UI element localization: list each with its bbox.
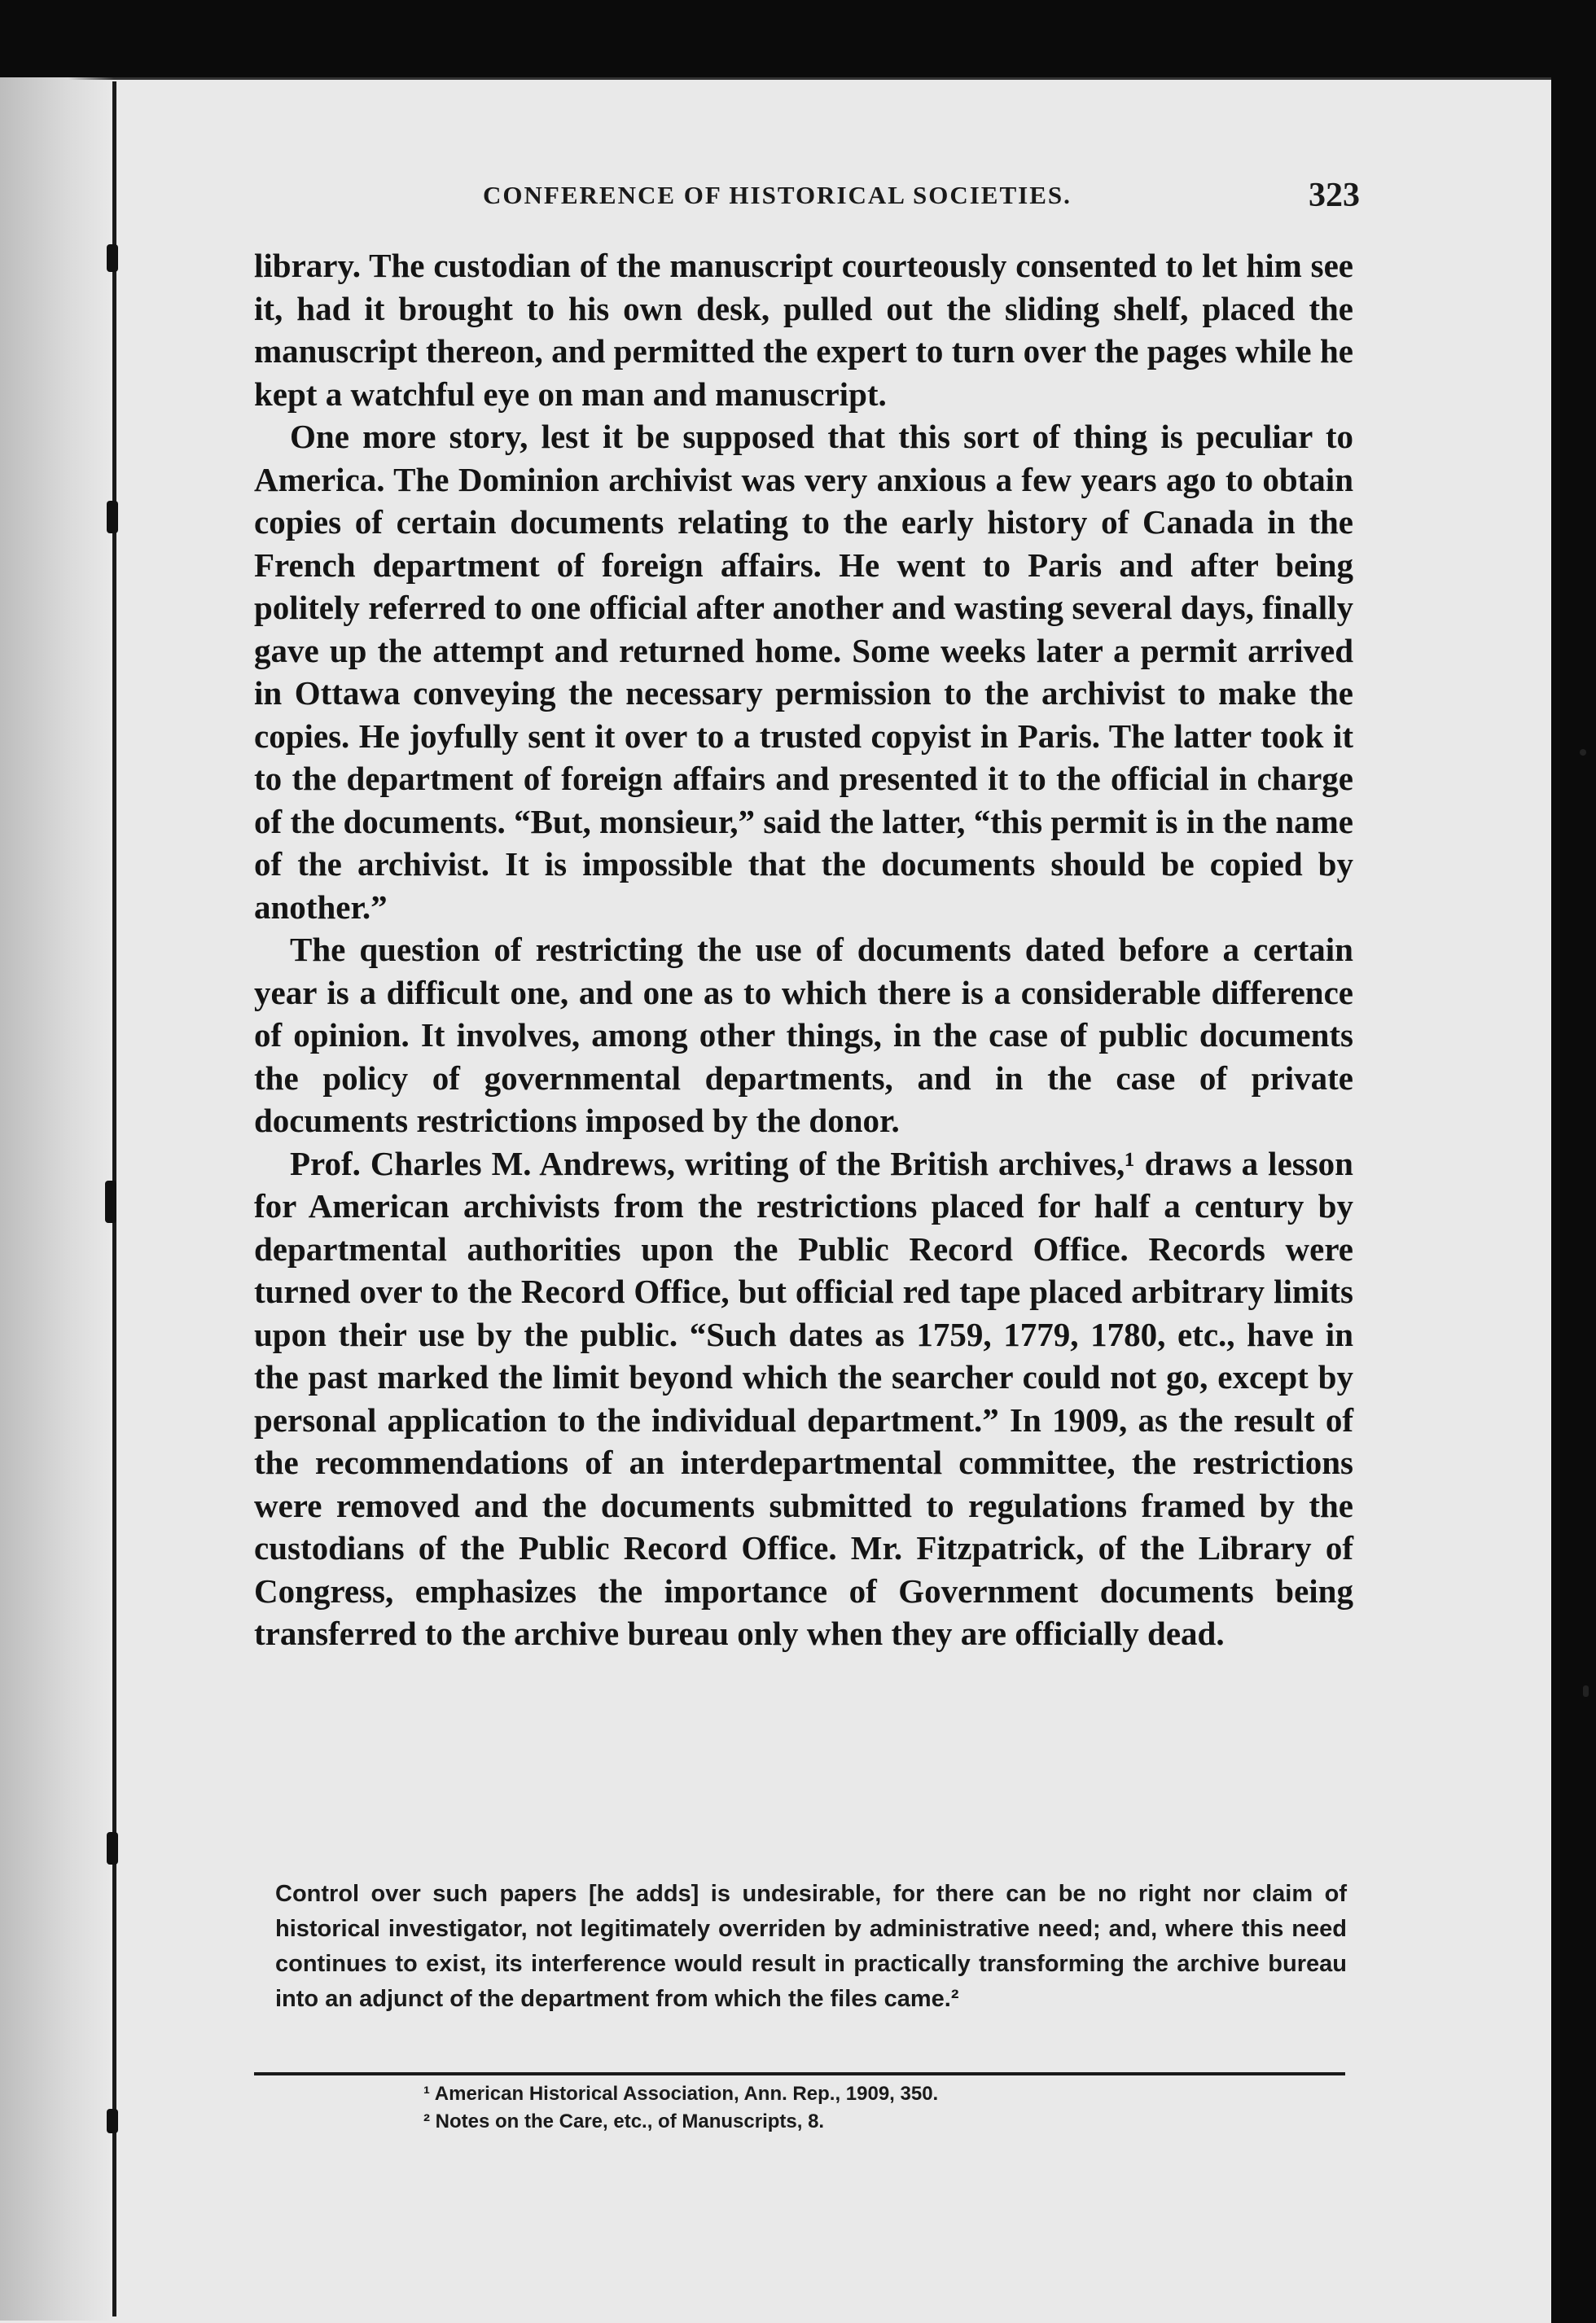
footnote: ¹ American Historical Association, Ann. Rep., 1909, 350. xyxy=(423,2083,939,2105)
gutter-mark xyxy=(107,244,118,272)
paragraph: One more story, lest it be supposed that this sort of thing is peculiar to America. The Dominion archivist was very anxious a few years ago to obtain copies of certain documents relating to the early history of Canada in the French department of foreign affairs. He went to Paris and after being politely referred to one official after another and wasting several days, finally gave up the attempt and returned home. Some weeks later a permit arrived in Ottawa conveying the necessary permission to the archivist to make the copies. He joyfully sent it over to a trusted copyist in Paris. The latter took it to the department of foreign affairs and presented it to the official in charge of the documents. “But, monsieur,” said the latter, “this permit is in the name of the archivist. It is impossible that the documents should be copied by another.” xyxy=(254,418,1353,926)
edge-speck xyxy=(1580,749,1586,756)
running-head: CONFERENCE OF HISTORICAL SOCIETIES. xyxy=(483,181,1072,209)
footnote-rule xyxy=(254,2072,1345,2075)
gutter-mark xyxy=(107,501,118,533)
paragraph: The question of restricting the use of documents dated before a certain year is a difficult one, and one as to which there is a considerable difference of opinion. It involves, among other things, in the case of public documents the policy of governmental departments, and in the case of private documents restrictions imposed by the donor. xyxy=(254,931,1353,1139)
gutter-mark xyxy=(107,2109,118,2133)
block-quote-text: Control over such papers [he adds] is undesirable, for there can be no right nor claim of historical investigator, not legitimately overriden by administrative need; and, where this need continues to exist, its interference would result in practically transforming the archive bureau into an adjunct of the department from which the files came.² xyxy=(275,1881,1347,2012)
page-number: 323 xyxy=(1309,177,1360,214)
footnote: ² Notes on the Care, etc., of Manuscripts, 8. xyxy=(423,2110,825,2132)
footnotes xyxy=(423,2080,1238,2136)
binding-shadow xyxy=(0,77,114,2321)
edge-speck xyxy=(1583,1685,1589,1697)
paragraph: library. The custodian of the manuscript courteously consented to let him see it, had it brought to his own desk, pulled out the sliding shelf, placed the manuscript thereon, and permitted the expert to turn over the pages while he kept a watchful eye on man and manuscript. xyxy=(254,247,1353,413)
block-quote xyxy=(275,1877,1347,2017)
gutter-mark xyxy=(105,1181,116,1223)
page-header xyxy=(256,171,1360,220)
paragraph: Prof. Charles M. Andrews, writing of the British archives,¹ draws a lesson for American archivists from the restrictions placed for half a century by departmental authorities upon the Public Record Office. Records were turned over to the Record Office, but official red tape placed arbitrary limits upon their use by the public. “Such dates as 1759, 1779, 1780, etc., have in the past marked the limit beyond which the searcher could not go, except by personal application to the individual department.” In 1909, as the result of the recommendations of an interdepartmental committee, the restrictions were removed and the documents submitted to regulations framed by the custodians of the Public Record Office. Mr. Fitzpatrick, of the Library of Congress, emphasizes the importance of Government documents being transferred to the archive bureau only when they are officially dead. xyxy=(254,1144,1353,1652)
gutter-mark xyxy=(107,1832,118,1865)
body-text xyxy=(254,244,1353,1655)
